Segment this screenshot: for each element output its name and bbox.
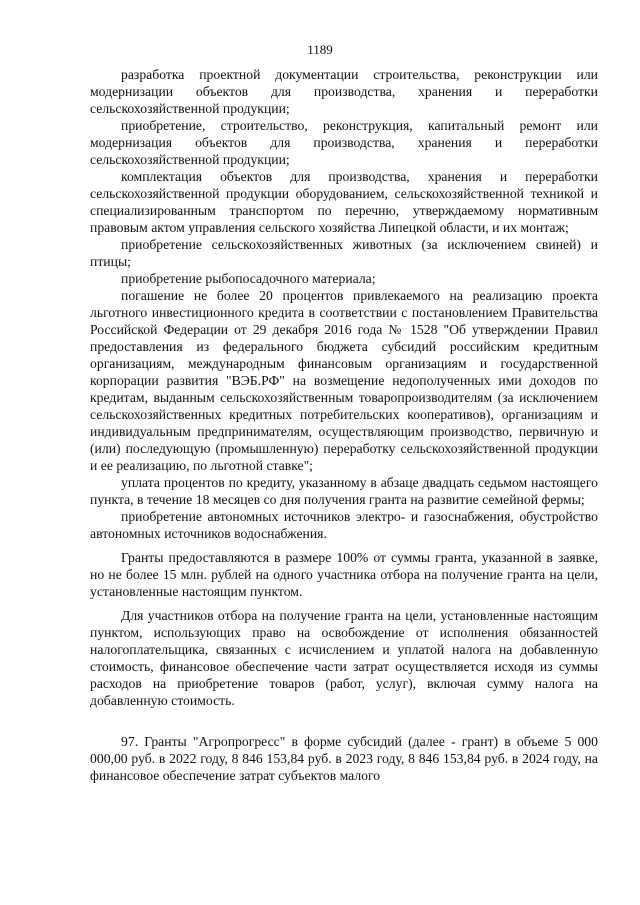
paragraph-item-97: 97. Гранты "Агропрогресс" в форме субсидий (далее - грант) в объеме 5 000 000,00 руб. в 2022 году, 8 846 153,84 руб. в 2023 году, 8 846 153,84 руб. в 2024 году, на финансовое обеспечение затрат субъектов малого: [90, 734, 598, 783]
paragraph-grant-amount: Гранты предоставляются в размере 100% от суммы гранта, указанной в заявке, но не более 15 млн. рублей на одного участника отбора на получение гранта на цели, установленные настоящим пунктом.: [90, 550, 598, 599]
paragraph-fish-material: приобретение рыбопосадочного материала;: [121, 271, 376, 286]
paragraph-construction: приобретение, строительство, реконструкция, капитальный ремонт или модернизация объектов для производства, хранения и переработки сельскохозяйственной продукции;: [90, 118, 598, 167]
paragraph-equipment: комплектация объектов для производства, хранения и переработки сельскохозяйственной продукции оборудованием, сельскохозяйственной техникой и специализированным транспортом по перечню, утверждаемому нормативным правовым актом управления сельского хозяйства Липецкой области, и их монтаж;: [90, 169, 598, 235]
paragraph-loan-repayment: погашение не более 20 процентов привлекаемого на реализацию проекта льготного инвестиционного кредита в соответствии с постановлением Правительства Российской Федерации от 29 декабря 2016 года № 1528 "Об утверждении Правил предоставления из федерального бюджета субсидий российским кредитным организациям, международным финансовым организациям и государственной корпорации развития "ВЭБ.РФ" на возмещение недополученных ими доходов по кредитам, выданным сельскохозяйственным товаропроизводителям (за исключением сельскохозяйственных кредитных потребительских кооперативов), организациям и индивидуальным предпринимателям, осуществляющим производство, первичную и (или) последующую (промышленную) переработку сельскохозяйственной продукции и ее реализацию, по льготной ставке";: [90, 288, 598, 473]
paragraph-autonomous-sources: приобретение автономных источников электро- и газоснабжения, обустройство автономных источников водоснабжения.: [90, 509, 598, 541]
paragraph-animals: приобретение сельскохозяйственных животных (за исключением свиней) и птицы;: [90, 237, 598, 269]
paragraph-design-documentation: разработка проектной документации строительства, реконструкции или модернизации объектов для производства, хранения и переработки сельскохозяйственной продукции;: [90, 67, 598, 116]
page-number: 1189: [307, 42, 333, 57]
paragraph-vat-exemption: Для участников отбора на получение гранта на цели, установленные настоящим пунктом, использующих право на освобождение от исполнения обязанностей налогоплательщика, связанных с исчислением и уплатой налога на добавленную стоимость, финансовое обеспечение части затрат осуществляется исходя из суммы расходов на приобретение товаров (работ, услуг), включая сумму налога на добавленную стоимость.: [90, 608, 598, 708]
document-body: [90, 66, 598, 784]
paragraph-interest-payment: уплата процентов по кредиту, указанному в абзаце двадцать седьмом настоящего пункта, в течение 18 месяцев со дня получения гранта на развитие семейной фермы;: [90, 475, 598, 507]
